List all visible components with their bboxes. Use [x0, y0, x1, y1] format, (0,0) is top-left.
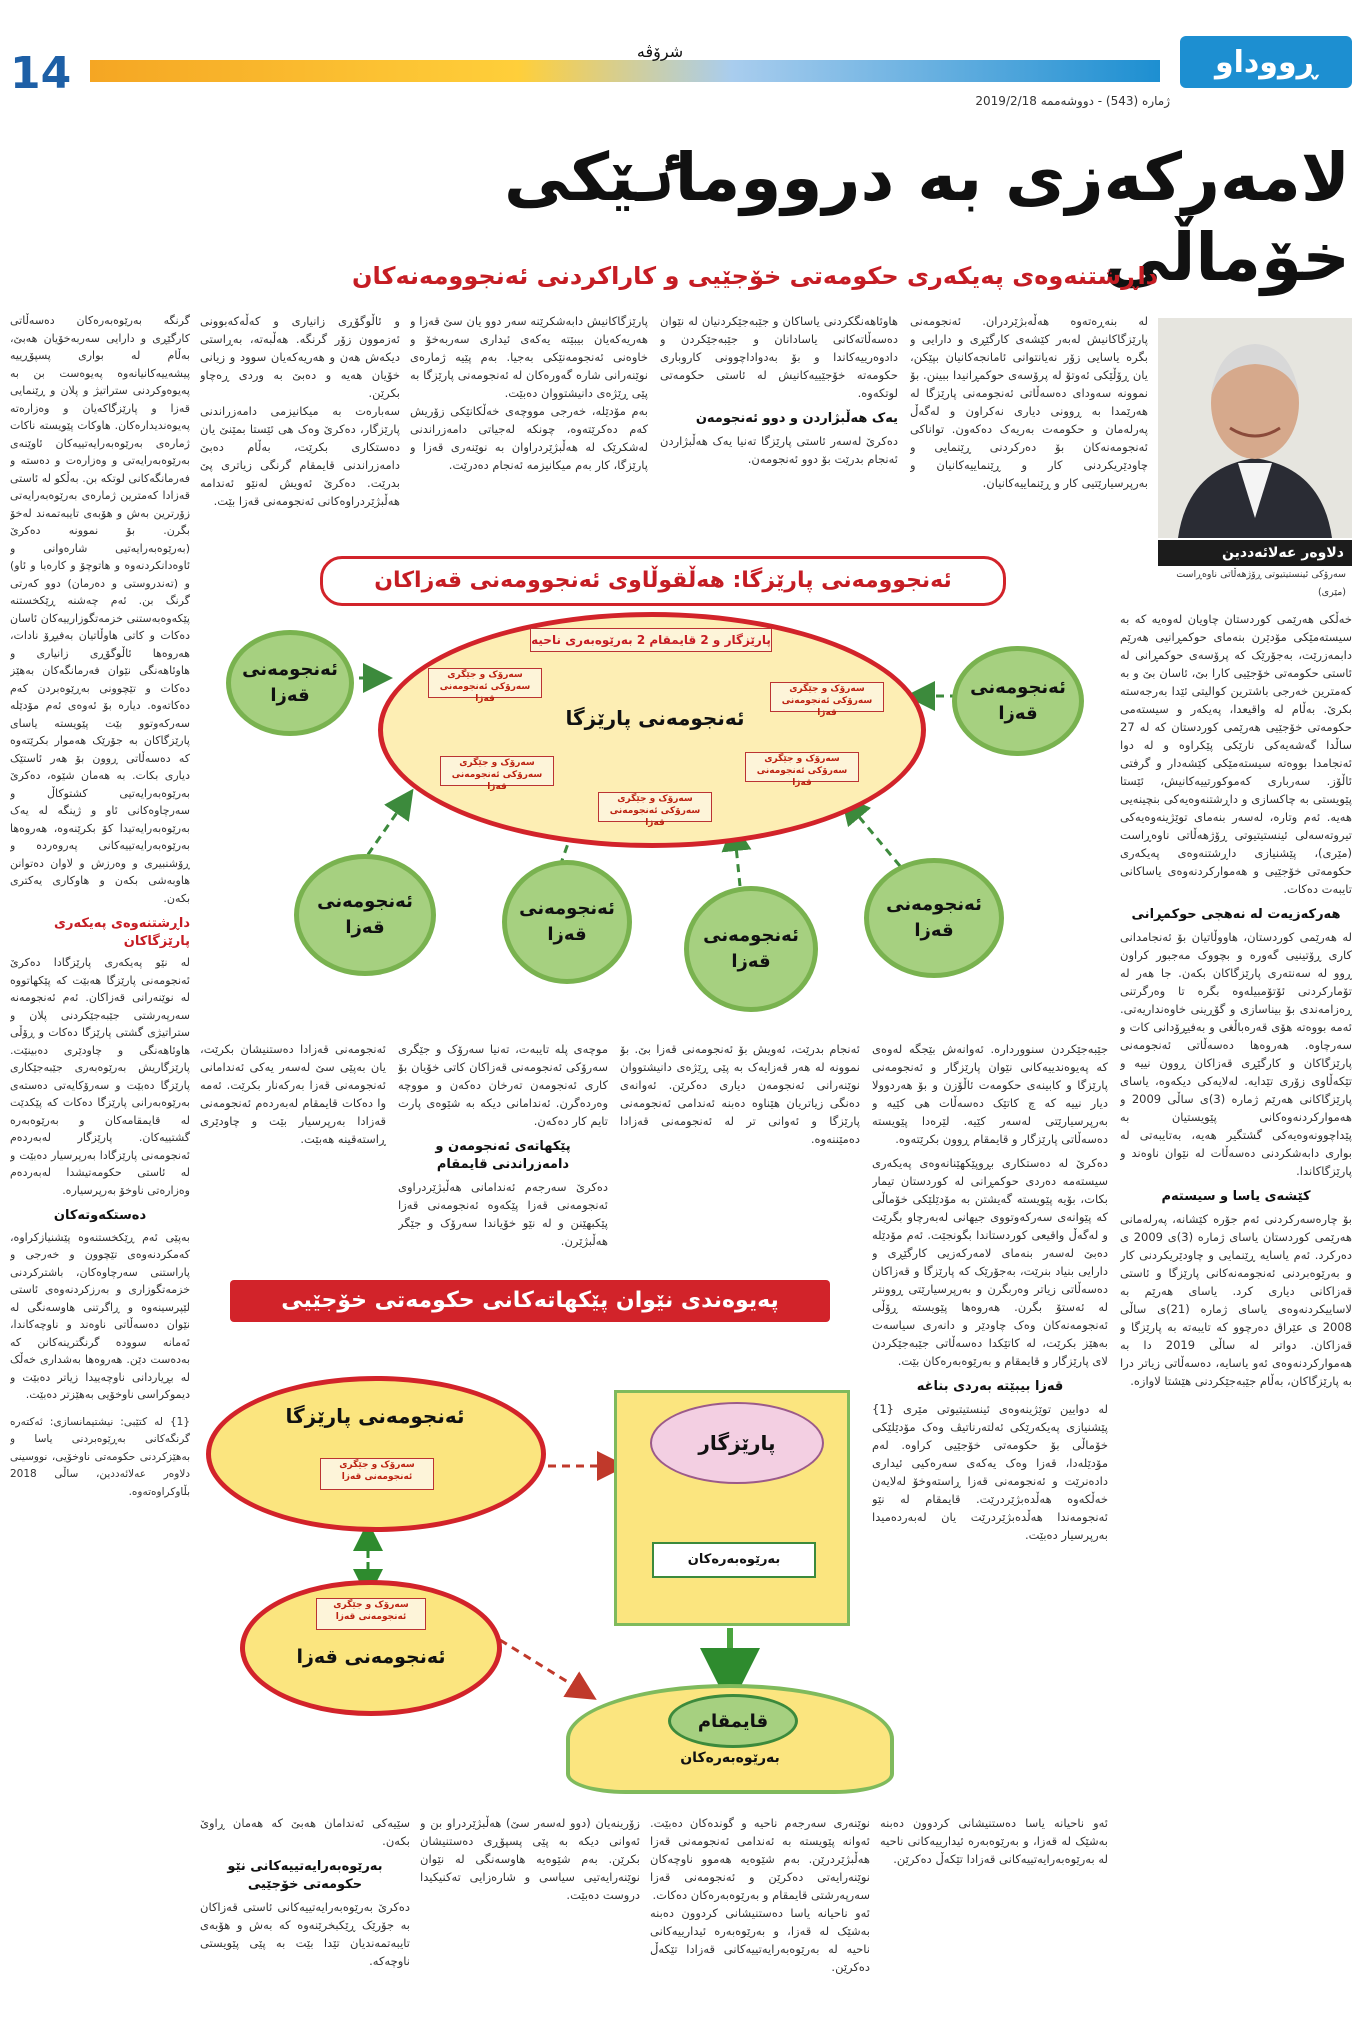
- qaimaqam-label: قایمقام: [697, 1710, 769, 1732]
- col-top-3: [410, 312, 648, 544]
- council-label: ئەنجومەنی پارێزگا: [285, 1404, 465, 1428]
- qaza-small-box: سەرۆک و جێگری ئەنجومەنی قەزا: [316, 1598, 426, 1630]
- col-mid-4: [872, 1040, 1108, 1800]
- top-label: پارێزگار و 2 قایمقام 2 بەرێوەبەری ناحیە: [530, 628, 772, 652]
- paragraph: بەپێی ئەم ڕێکخستنەوە پێشنیازکراوە، کەمکردنەوەی تێچوون و خەرجی و پاراستنی سەرچاوەکان، باشترکردنی خزمەتگوزاری و بەرزکردنەوەی ئاستی لێپرسینەوە و ڕاگرتنی هاوسەنگی لە نێوان دەسەڵاتی ناوەند و ناوچەکاندا، ئەمانە سوودە گرنگترینەکانن کە بەدەست دێن. هەروەها بەشداری خەڵک لە بڕیاردانی ناوچەییدا زیاتر دەبێت و دیموکراسی ناوخۆیی بەهێزتر دەبێت.: [10, 1230, 190, 1401]
- node-label: ئەنجومەنی قەزا: [970, 677, 1066, 724]
- section-label: شرۆڤە: [636, 42, 684, 61]
- col-top-4: [200, 312, 400, 544]
- subheading: داڕشتنەوەی پەیکەری پارێزگاکان: [54, 916, 190, 949]
- paragraph: جێبەجێکردن سنووردارە. ئەوانەش بێجگە لەوەی کە پەیوەندییەکانی نێوان پارێزگار و ئەنجومەنی پارێزگا و کابینەی حکومەت ئاڵۆزن و بۆ هەردوولا دیار نییە کە چ کاتێک دەسەڵات هی کێیە و بەرپرسیارێتی لەسەر کێیە. لێرەدا پێویستە دەسەڵاتی پارێزگار و قایمقام ڕوون بکرێتەوە.: [872, 1042, 1108, 1146]
- paragraph: بۆ چارەسەرکردنی ئەم جۆرە کێشانە، پەرلەمانی هەرێمی کوردستان یاسای ژمارە (3)ی 2009 ی دەرکرد. ئەم یاسایە ڕێنمایی و چاودێریکردنی کار و بەرێوەبردنی ئەنجومەنەکانی پارێزگا و ئاستی قەزاکانی دیاری کرد. یاسای هەرێم بە لاساییکردنەوەی یاسای ژمارە (21)ی ساڵی 2008 ی عێراق دەرچوو کە تایبەتە بە پارێزگا و قەزاکان. دواتر لە ساڵی 2019 دا بە هەموارکردنەوەی ئەو یاسایە، دەسەڵاتی زیاتر درا بە پارێزگاکان، بەڵام جێبەجێکردنی هێشتا لاوازە.: [1120, 1212, 1352, 1388]
- col-mid-1: [200, 1040, 386, 1260]
- subheading: کێشەی یاسا و سیستەم: [1161, 1189, 1311, 1204]
- paragraph: دەکرێ بەرێوەبەرایەتییەکانی ئاستی قەزاکان بە جۆرێک ڕێکبخرێنەوە کە بەش و هۆبەی تایبەتمەندیان تێدا بێت بە پێی پێویستی ناوچەکە.: [200, 1900, 410, 1968]
- paragraph: لە نێو پەیکەری پارێزگادا دەکرێ ئەنجومەنی پارێزگا هەبێت کە پێکهاتووە لە نوێنەرانی قەزاکان. ئەم ئەنجومەنە سەرپەرشتی جێبەجێکردنی پلان و ستراتیژی گشتی پارێزگا دەکات و ڕۆڵی هاوئاهەنگی و چاودێری دەبینێت. پارێزگاریش بەرێوەبەری جێبەجێکاری پارێزگا دەبێت و سەرۆکایەتی دەستەی بەرێوەبەرانی پارێزگا دەکات کە پێکدێت لە قایمقامەکان و بەرێوەبەرە گشتییەکان. پارێزگار لەبەردەم ئەنجومەنی پارێزگادا بەرپرسیار دەبێت و لە ئاستی حکومەتیشدا لەبەردەم وەزارەتی ناوخۆ بەرپرسیارە.: [10, 956, 190, 1197]
- diagram-1: [200, 556, 1110, 1026]
- node-label: ئەنجومەنی قەزا: [317, 891, 413, 938]
- subheading: هەرکەزیەت لە نەهجی حوکمڕانی: [1131, 907, 1341, 922]
- subheading: دەستکەوتەکان: [53, 1208, 147, 1223]
- paragraph: گرنگە بەرێوەبەرەکان دەسەڵاتی کارگێڕی و دارایی سەربەخۆیان هەبێ، بەڵام لە بواری پسپۆڕییە پیشەییەکانیانەوە پەیوەست بن بە پەیوەوکردنی ستراتیژ و پلان و ڕێنمایی قەزا و پارێزگاکەیان و وەزارەتە پەیوەندیدارەکان. هاوکات پێویستە ناکات ژمارەی بەرێوەبەرایەتییەکان ئاوێنەی بەرێوەبەرایەتی و وەزارەت و دەستە و فەرمانگەکانی لوتکە بن. بەڵکو لە ئاستی قەزادا کەمترین ژمارەی بەرێوەبەرایەتی زۆرترین بەش و هۆبەی تایبەتمەند لەخۆ بگرن. بۆ نموونە دەکرێ (بەرێوەبەرایەتیی شارەوانی و ئاوەدانکردنەوە و هاتوچۆ و کارەبا و ئاو) و (تەندروستی و دەرمان) دوو کەرتی گرنگ بن. ئەم چەشنە ڕێکخستنە پێکەوەبەستنی خزمەتگوزارییەکان ئاسان دەکات و کاتی هاوڵاتیان بەفیڕۆ نادات، هەروەها ئاڵوگۆڕی زانیاری و هاوئاهەنگی نێوان فەرمانگەکان بەهێز دەکات و تێچوونی بەڕێوەبردن کەم دەکاتەوە. دیارە بۆ ئەوەی ئەم مۆدێلە سەرکەوتوو بێت پێویستە یاسای پارێزگاکان بە جۆرێک هەموار بکرێتەوە کە دەسەڵاتی ڕوون بۆ هەر ئاستێک دیاری بکات. بە هەمان شێوە، دەکرێ بەرێوەبەرایەتیی کشتوکاڵ و سەرچاوەکانی ئاو و ژینگە لە یەک بەرێوەبەرایەتیدا کۆ بکرێنەوە، هەروەها بەرێوەبەرایەتییەکانی پەروەردە و ڕۆشنبیری و وەرزش و لاوان دەتوانن هاوبەشی بکەن و هاوکاری یەکتری بکەن.: [10, 314, 190, 905]
- author-photo: [1158, 318, 1352, 538]
- author-portrait: [1158, 318, 1352, 538]
- small-box-4: سەرۆک و جێگری سەرۆکی ئەنجومەنی قەزا: [745, 752, 859, 782]
- paragraph: خەڵکی هەرێمی کوردستان چاویان لەوەیە کە بە سیستەمێکی مۆدێرن بنەمای حوکمڕانیی هەرێم دابمەزرێت، بەجۆرێک کە پرۆسەی حوکمڕانی لە ئاستی حکومەتی خۆجێیی کارا بێ، ئاسان بێ و بە کەمترین خەرجی باشترین کوالیتی ئێدا بەرجەستە بکرێ. بەڵام لە واقیعدا، پەیکەر و سیستەمی حکومەتی خۆجێیی هەرێمی کوردستان کە لە 27 ساڵدا گەشەیەکی نارێکی پێکراوە و لە دوا ئەنجامدا بووەتە سیستەمێکی کێشەدار و گرفتی ئاڵۆز. سەرباری کەموکورتییەکانیش، ئێستا پێویستی بە چاکسازی و داڕشتنەوەیەکی بنچینەیی هەیە. ئەم وتارە، لەسەر بنەمای توێژینەوەیەکی تیروتەسەلی ئینستیتیوتی ڕۆژهەڵاتی ناوەڕاست (مێری)، پێشنیازی داڕشتنەوەی پەیکەری حکومەتی خۆجێیی و هەموارکردنەوەی یاساکانی تایبەت دەکات.: [1120, 612, 1352, 896]
- subheading: بەرێوەبەرایەتییەکانی نێو حکومەتی خۆجێیی: [227, 1859, 383, 1892]
- paragraph: دەکرێ لە دەستکاری بڕوپێکهێنانەوەی پەیکەری سیستەمە دەردی حوکمڕانی لە کوردستان تیمار بکات، بۆیە پێویستە گەیشتن بە مۆدێلێکی خۆماڵی کە پێوانەی سەرکەوتووی جیهانی لەبەرچاو بگرێت و لەگەڵ واقیعی کوردستاندا بگونجێت. ئەم مۆدێلە دەبێ لەسەر بنەمای لامەرکەزیی کارگێڕی و دارایی بنیاد بنرێت، بەجۆرێک کە پارێزگا و قەزاکان دەسەڵاتی زیاتر وەربگرن و بەرپرسیارێتی ڕوونتر لە ئەستۆ بگرن. هەروەها پێویستە ڕۆڵی ئەنجومەنەکان وەک چاودێر و دانەری سیاسەت بەهێز بکرێت، لە کاتێکدا دەسەڵاتی جێبەجێکردن لای پارێزگار و قایمقام و بەرێوەبەرەکان بێت.: [872, 1156, 1108, 1368]
- small-box-1: سەرۆک و جێگری سەرۆکی ئەنجومەنی قەزا: [428, 668, 542, 698]
- logo: [1180, 36, 1352, 88]
- paragraph: ئەنجام بدرێت، ئەویش بۆ ئەنجومەنی قەزا بێ. بۆ نموونە لە هەر قەزایەک بە پێی ڕێژەی دانیشتووان نوێنەرانی ئەنجومەن دیاری دەکرێن. ئەوانەی دەنگی زیاتریان هێناوە دەبنە ئەندامی ئەنجومەنی پارێزگا و ئەوانی تر لە ئەنجومەنی قەزادا دەمێننەوە.: [620, 1042, 860, 1146]
- col-mid-3: [620, 1040, 860, 1260]
- qaza-node-right: [952, 646, 1084, 756]
- article-title: لامەرکەزی بە درووماٸێکی خۆماڵی: [503, 139, 1350, 296]
- small-box-2: سەرۆک و جێگری سەرۆکی ئەنجومەنی قەزا: [770, 682, 884, 712]
- col-bottom-1: [200, 1814, 410, 2004]
- paragraph: ئەنجومەنی قەزادا دەستنیشان بکرێت، یان بەپێی سێ لەسەر یەکی ئەندامانی ئەنجومەنی قەزا بەرکەنار بکرێت. ئەمە وا دەکات قایمقام لەبەردەم ئەنجومەنی قەزادا بەرپرسیار بێت و چاودێری ڕاستەقینە هەبێت.: [200, 1042, 386, 1146]
- node-label: ئەنجومەنی قەزا: [519, 898, 615, 945]
- governor-oval: [650, 1402, 824, 1484]
- col-bottom-4: [880, 1814, 1108, 2004]
- col-bottom-3: [650, 1814, 870, 2004]
- center-label: ئەنجومەنی پارێزگا: [565, 706, 745, 730]
- small-box-3: سەرۆک و جێگری سەرۆکی ئەنجومەنی قەزا: [440, 756, 554, 786]
- paragraph: لە دوایین توێژینەوەی ئینستیتیوتی مێری {1} پێشنیازی پەیکەرێکی ئەلتەرناتیڤ وەک مۆدێلێکی خۆماڵی بۆ حکومەتی خۆجێیی کراوە. لەم مۆدێلەدا، قەزا وەک یەکەی سەرەکیی ئیداری دادەنرێت و ئەنجومەنی قەزا ڕاستەوخۆ لەلایەن خەڵکەوە هەڵدەبژێردرێت. قایمقام لە نێو ئەنجومەندا هەڵدەبژێردرێت یان لەبەردەمیدا بەرپرسیار دەبێت.: [872, 1402, 1108, 1542]
- subheading: قەزا بیبێتە بەردی بناغە: [916, 1379, 1064, 1394]
- footnote: {1} لە کتێبی: نیشتیمانسازی: ئەکتەرە گرنگەکانی بەڕێوەبردنی یاسا و بەهێزکردنی حکومەتی ناوخۆیی، نووسینی دلاوەر عەلائەددین، ساڵی 2018 بڵاوکراوەتەوە.: [10, 1415, 190, 1498]
- paragraph: موچەی پلە تایبەت، تەنیا سەرۆک و جێگری سەرۆکی ئەنجومەنی قەزاکان کاتی خۆیان بۆ کاری ئەنجومەن تەرخان دەکەن و مووچە وەردەگرن. ئەندامانی دیکە بە شێوەی پارت تایم کار دەکەن.: [398, 1042, 608, 1128]
- small-box-5: سەرۆک و جێگری سەرۆکی ئەنجومەنی قەزا: [598, 792, 712, 822]
- paragraph: ئەو ناحیانە یاسا دەستنیشانی کردوون دەبنە بەشێک لە قەزا، و بەرێوەبەرە ئیدارییەکانی ناحیە لە بەرێوەبەرایەتییەکانی قەزادا تێکەڵ دەکرێن.: [880, 1816, 1108, 1866]
- paragraph: سێیەکی ئەندامان هەبێ کە هەمان ڕاوێ بکەن.: [200, 1816, 410, 1848]
- col-top-2: [660, 312, 898, 544]
- qaza-node-bl: [294, 854, 436, 976]
- paragraph: بەم مۆدێلە، خەرجی مووچەی خەڵکانێکی زۆریش کەم دەکرێتەوە، چونکە لەجیاتی دامەزراندنی لەشکرێک لە هەڵبژێردراوان بە نوێنەری قەزا و پارێزگا، کار بەم میکانیزمە ئەنجام دەدرێت.: [410, 404, 648, 472]
- paragraph: ئەو ناحیانە یاسا دەستنیشانی کردوون دەبنە بەشێک لە قەزا، و بەرێوەبەرە ئیدارییەکانی ناحیە لە بەرێوەبەرایەتییەکانی قەزادا تێکەڵ دەکرێن.: [650, 1906, 870, 1974]
- header-rule: [90, 60, 1160, 82]
- governor-label: پارێزگار: [698, 1431, 776, 1455]
- author-name: دلاوەر عەلائەددین: [1158, 540, 1352, 566]
- qaza-node-bc: [502, 860, 632, 984]
- diagram-1-title: ئەنجوومەنی پارێزگا: هەڵقوڵاوی ئەنجوومەنی قەزاکان: [320, 556, 1006, 606]
- col-mid-2: [398, 1040, 608, 1260]
- paragraph: هاوئاهەنگکردنی یاساکان و جێبەجێکردنیان لە نێوان دەسەڵاتەکانی یاسادانان و جێبەجێکردن و دادوەرییەکاندا و بۆ بەدواداچوونی کاروباری حکومەتە خۆجێییەکانیش لە ئاستی حکومەتی لوتکەوە.: [660, 314, 898, 400]
- qaimaqam-oval: [668, 1694, 798, 1748]
- article-subtitle: داڕشتنەوەی پەیکەری حکومەتی خۆجێیی و کاراکردنی ئەنجوومەنەکان: [352, 262, 1158, 290]
- paragraph: دەکرێ لەسەر ئاستی پارێزگا تەنیا یەک هەڵبژاردن ئەنجام بدرێت بۆ دوو ئەنجومەن.: [660, 434, 898, 466]
- paragraph: نوێنەری سەرجەم ناحیە و گوندەکان دەبێت. ئەوانە پێویستە بە ئەندامی ئەنجومەنی قەزا هەڵبژێردرێن. بەم شێوەیە هەموو ناوچەکان نوێنەرایەتی دەکرێن و ئەنجومەنی قەزا سەرپەرشتی قایمقام و بەرێوەبەرەکان دەکات.: [650, 1816, 870, 1902]
- col-top-1: [910, 312, 1148, 544]
- qaza-node-br: [864, 858, 1004, 978]
- subheading: یەک هەڵبژاردن و دوو ئەنجومەن: [695, 411, 898, 426]
- qaza-node-bm: [684, 886, 818, 1012]
- node-label: ئەنجومەنی قەزا: [886, 894, 982, 941]
- col-right: [1120, 610, 1352, 2000]
- logo-text: ڕووداو: [1214, 44, 1318, 80]
- paragraph: و ئاڵوگۆڕی زانیاری و کەڵەکەبوونی ئەزموون زۆر گرنگە. هەڵبەتە، بەڕاستی دیکەش هەن و هەریەکەیان سوود و زیانی خۆیان هەیە و دەبێ بە وردی ڕەچاو بکرێن.: [200, 314, 400, 400]
- paragraph: سەبارەت بە میکانیزمی دامەزراندنی پارێزگار، دەکرێ وەک هی ئێستا بمێنێ یان دەستکاری بکرێت، بەڵام دەبێ دامەزراندنی قایمقام گرنگی زیاتری پێ بدرێت. دەکرێ ئەویش لەنێو ئەندامە هەڵبژێردراوەکانی ئەنجومەنی قەزا بێت.: [200, 404, 400, 508]
- qaimaqam-directors: بەرێوەبەرەکان: [680, 1750, 780, 1766]
- header: [0, 0, 1372, 118]
- council-ellipse: [206, 1376, 546, 1532]
- council-small-box: سەرۆک و جێگری ئەنجومەنی قەزا: [320, 1458, 434, 1490]
- qaza-node-left: [226, 630, 354, 736]
- issue-info: ژمارە (543) - دووشەممە 2019/2/18: [975, 94, 1170, 108]
- node-label: ئەنجومەنی قەزا: [703, 925, 799, 972]
- paragraph: لە بنەڕەتەوە هەڵەبژێردران. ئەنجومەنی پارێزگاکانیش لەبەر کێشەی کارگێڕی و دارایی و بگرە یاسایی زۆر نەیانتوانی ئامانجەکانیان بپێکن، یان ڕۆڵێکی ئەوتۆ لە پرۆسەی حوکمڕانیدا ببینن. بۆ نموونە سەودای دەسەڵاتی ئەنجومەنی پارێزگا لە هەرێمدا بە ڕوونی دیاری نەکراون و لەگەڵ پەرلەمان و حکومەت بەریەک دەکەون. تواناکی ئەنجومەنەکان بۆ دەرکردنی ڕێنمایی و چاودێریکردنی کار و ڕێنماییەکانیان و بەرپرسیارێتیی کار و ڕێنماییەکانیان.: [910, 314, 1148, 490]
- author-role: سەرۆکی ئینستیتیوتی ڕۆژهەڵاتی ناوەڕاست (مێری): [1176, 569, 1346, 598]
- qaza-council-label: ئەنجومەنی قەزا: [296, 1646, 446, 1668]
- paragraph: دەکرێ سەرجەم ئەندامانی هەڵبژێردراوی ئەنجومەنی قەزا پێکەوە ئەنجومەنی قەزا پێکبهێنن و لە نێو خۆیاندا سەرۆک و جێگر هەڵبژێرن.: [398, 1180, 608, 1248]
- col-left: [10, 312, 190, 1992]
- page-number: 14: [10, 48, 72, 99]
- subheading: پێکهاتەی ئەنجومەن و دامەزراندنی قایمقام: [435, 1139, 571, 1172]
- directors-box: بەرێوەبەرەکان: [652, 1542, 816, 1578]
- paragraph: زۆرینەیان (دوو لەسەر سێ) هەڵبژێردراو بن و ئەوانی دیکە بە پێی پسپۆڕی دەستنیشان بکرێن. بەم شێوەیە هاوسەنگی لە نێوان نوێنەرایەتیی سیاسی و شارەزایی تەکنیکیدا دروست دەبێت.: [420, 1816, 640, 1902]
- paragraph: پارێزگاکانیش دابەشکرێنە سەر دوو یان سێ قەزا و هەریەکەیان بیبێتە یەکەی ئیداری سەربەخۆ و خاوەنی ئەنجومەنێکی بەجیا. بەم پێیە ژمارەی نوێنەرانی شارە گەورەکان لە ئەنجومەنی پارێزگا بە پێی ڕێژەی دانیشتووان دەبێت.: [410, 314, 648, 400]
- col-bottom-2: [420, 1814, 640, 2004]
- diagram-2-title: پەیوەندی نێوان پێکهاتەکانی حکومەتی خۆجێیی: [230, 1280, 830, 1322]
- paragraph: لە هەرێمی کوردستان، هاووڵاتیان بۆ ئەنجامدانی کاری ڕۆتینیی گەورە و بچووک مەجبور کراون ڕوو لە سەنتەری پارێزگاکان بکەن. جا هەر لە تۆمارکردنی ئۆتۆمبیلەوە بگرە تا وەرگرتنی ڕەزامەندی بۆ بیناسازی و گۆڕینی خاوەنداریەتی. ئەمە بووەتە هۆی قەرەباڵغی و بەفیڕۆدانی کات و سەرچاوە. هەروەها دەسەڵاتی ئەنجومەنی پارێزگاکان و کارگێڕی قەزاکان ڕوون نییە و تێکەڵاوی زۆری تێدایە. لەلایەکی دیکەوە، یاسای پارێزگاکانی هەرێم ژمارە (3)ی ساڵی 2009 و هەموارکردنەوەکانی پێویستیان بە پێداچوونەوەیەکی گشتگیر هەیە، بەتایبەتی لە بواری دابەشکردنی دەسەڵات لە نێوان ناوەند و پارێزگاکاندا.: [1120, 930, 1352, 1178]
- diagram-2: [200, 1280, 860, 1800]
- node-label: ئەنجومەنی قەزا: [242, 659, 338, 706]
